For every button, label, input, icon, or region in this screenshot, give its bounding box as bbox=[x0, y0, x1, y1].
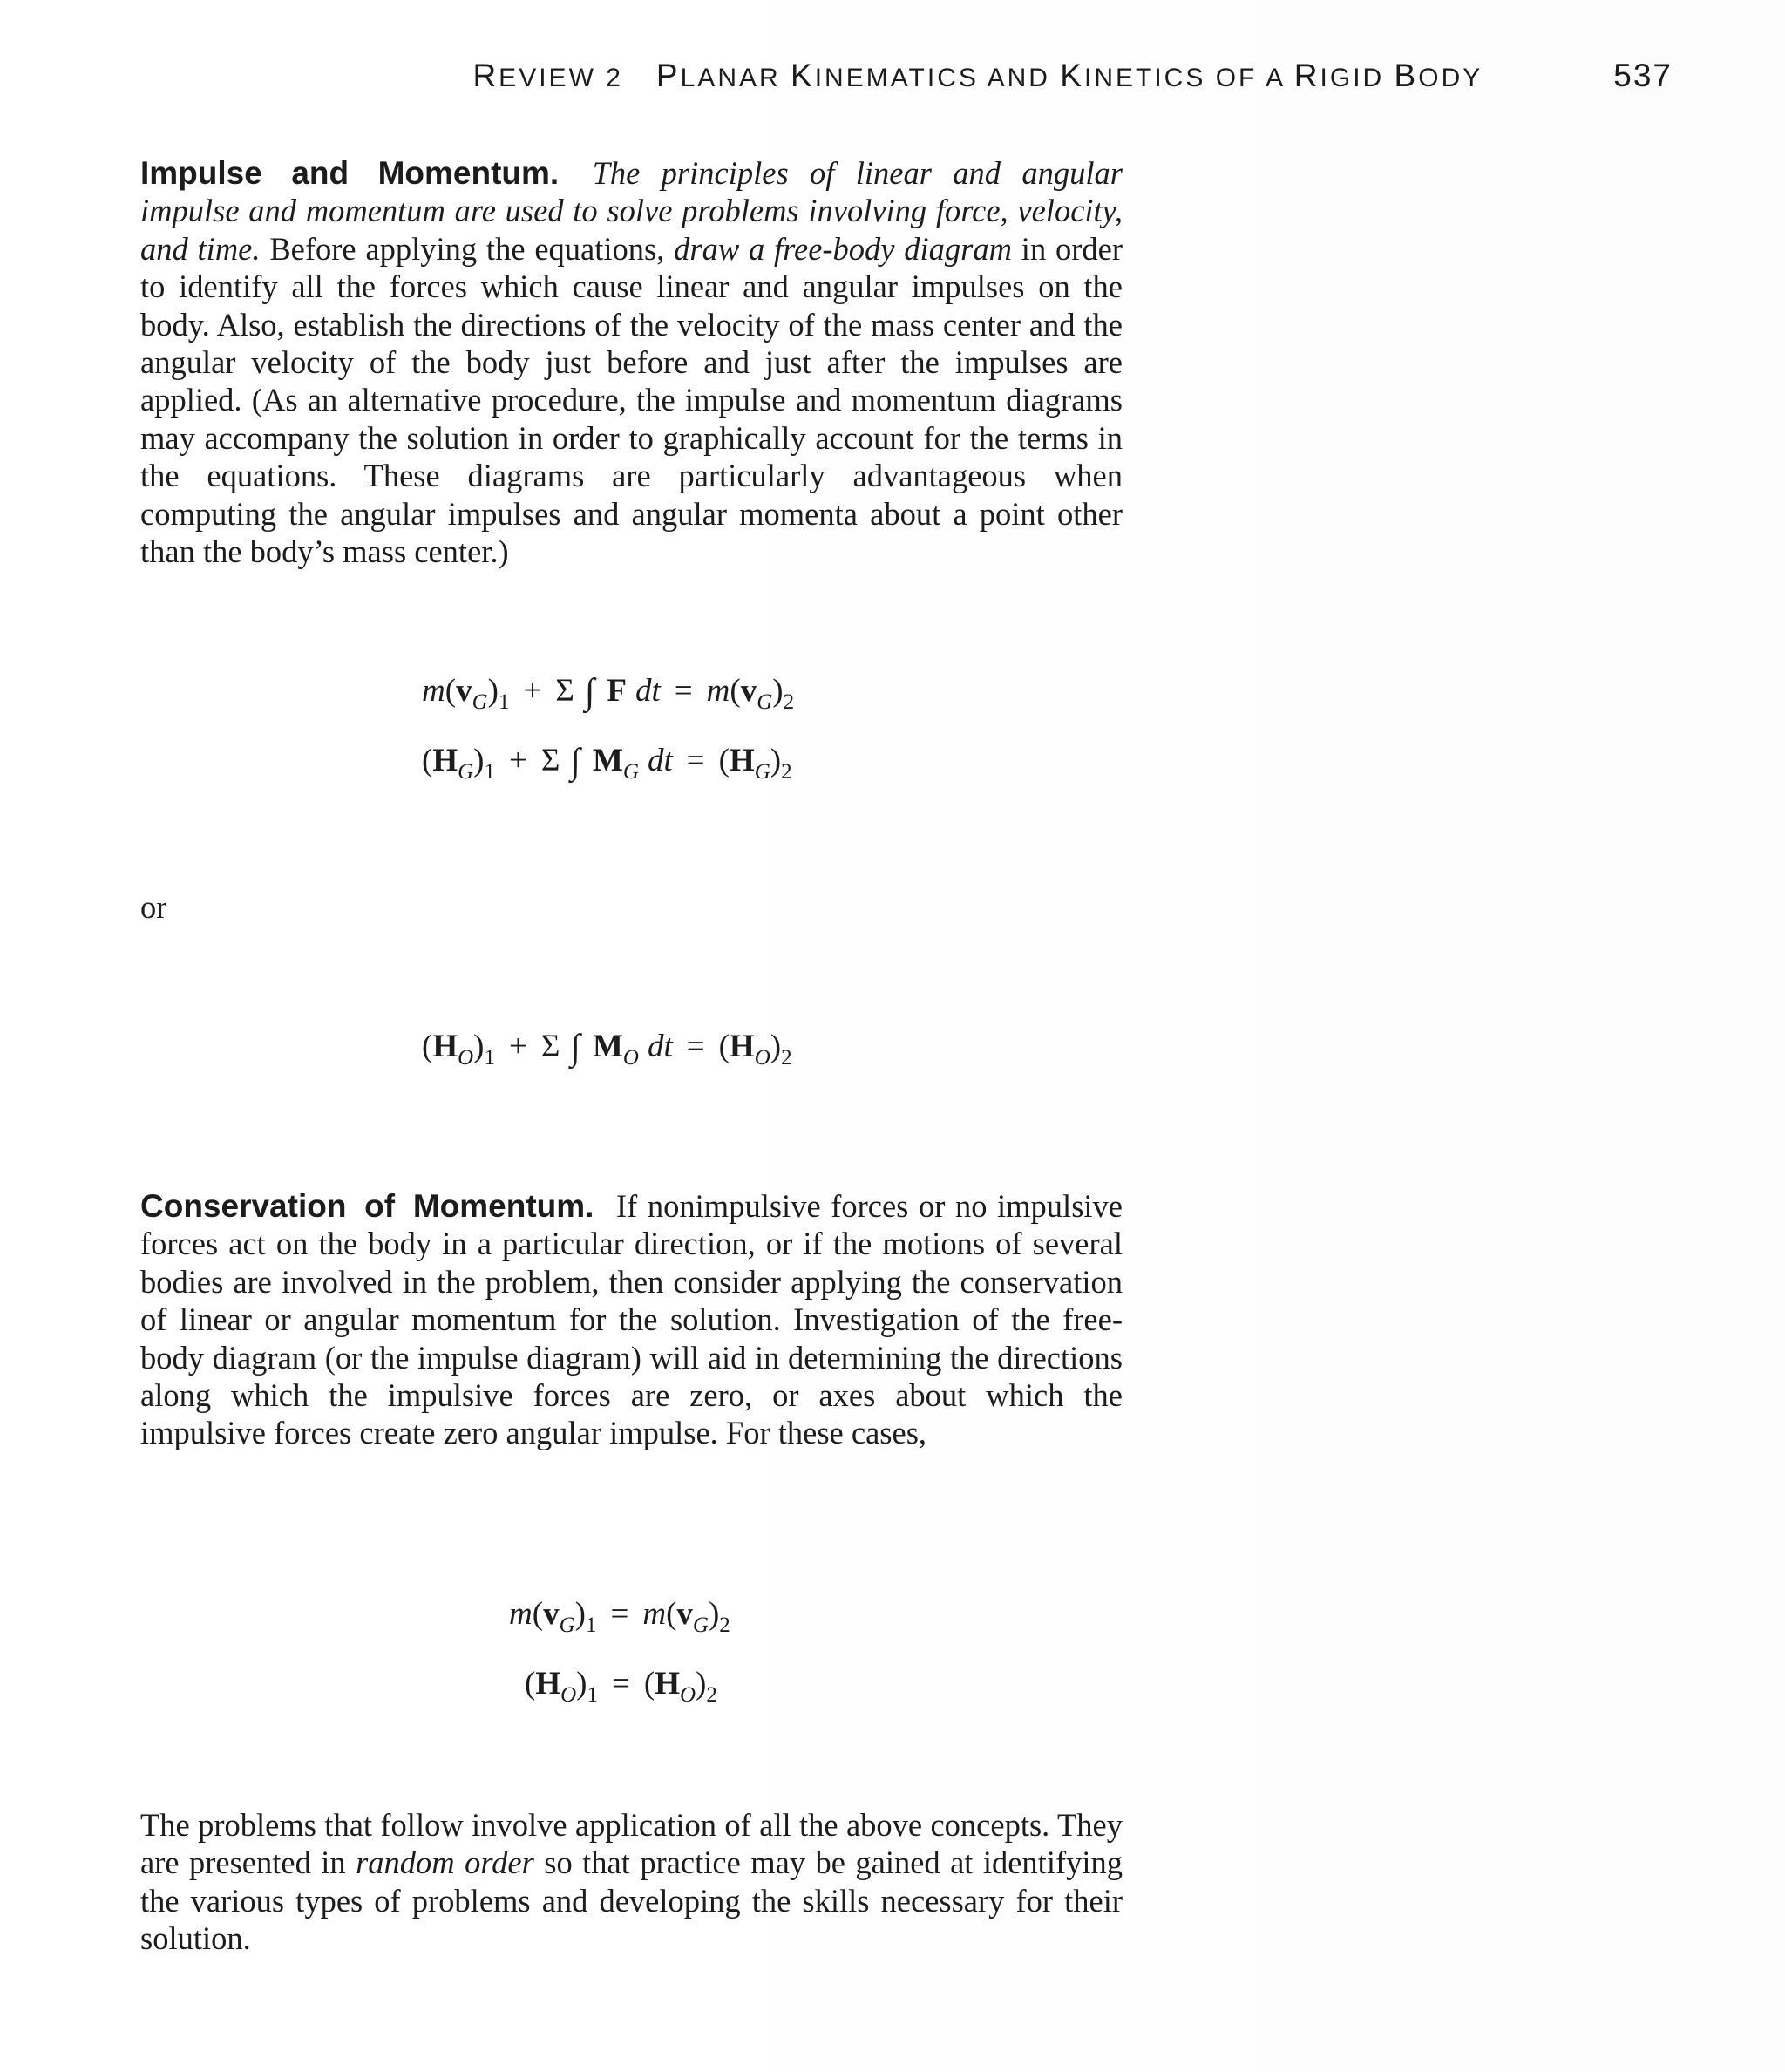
eq-subscript: O bbox=[560, 1683, 577, 1707]
eq-operator: Σ bbox=[555, 673, 574, 709]
eq-symbol: v bbox=[543, 1596, 560, 1632]
eq-operator: ∫ bbox=[570, 1028, 580, 1068]
eq-operator: + bbox=[509, 743, 527, 778]
eq-subscript: 1 bbox=[484, 1046, 495, 1070]
eq-subscript: 2 bbox=[781, 1046, 792, 1070]
closing-text-2: so that practice may be gained at identifying the various types of problems and developing the skills necessary for their solution. bbox=[140, 1844, 1123, 1957]
eq-symbol: H bbox=[432, 743, 458, 778]
eq-subscript: 2 bbox=[706, 1683, 717, 1707]
closing-text-1: The problems that follow involve application of all the above concepts. They are presented in bbox=[140, 1807, 1123, 1881]
eq-symbol: H bbox=[655, 1666, 680, 1702]
closing-paragraph bbox=[140, 1806, 1123, 1958]
eq-symbol: F bbox=[607, 673, 627, 709]
eq-subscript: G bbox=[458, 760, 474, 784]
eq-subscript: G bbox=[559, 1613, 575, 1637]
equation-angular-impulse-momentum-o bbox=[422, 1025, 792, 1070]
eq-symbol: ) bbox=[708, 1596, 720, 1632]
eq-operator: ∫ bbox=[584, 672, 595, 712]
impulse-italic-lead: The principles of linear and angular impulse and momentum are used to solve problems involving force, velocity, and time. bbox=[140, 155, 1123, 267]
eq-operator: = bbox=[610, 1596, 629, 1632]
eq-subscript: G bbox=[622, 760, 639, 784]
eq-symbol: ( bbox=[643, 1666, 655, 1702]
impulse-text-2: in order to identify all the forces which cause linear and angular impulses on the body. Also, establish the directions of the velocity of the mass center and the angular velocity of the body just before and just after the impulses are applied. (As an alternative procedure, the impulse and momentum diagrams may accompany the solution in order to graphically account for the terms in the equations. These diagrams are particularly advantageous when computing the angular impulses and angular momenta about a point other than the body’s mass center.) bbox=[140, 230, 1123, 570]
eq-symbol: H bbox=[729, 743, 755, 778]
eq-symbol: ) bbox=[574, 1596, 586, 1632]
eq-symbol: H bbox=[535, 1666, 561, 1702]
eq-symbol: v bbox=[456, 673, 472, 709]
eq-operator: + bbox=[523, 673, 542, 709]
eq-subscript: G bbox=[754, 760, 770, 784]
section-heading-impulse: Impulse and Momentum. bbox=[140, 155, 560, 191]
eq-symbol: v bbox=[740, 673, 757, 709]
eq-operator: = bbox=[686, 1029, 705, 1064]
eq-symbol: ) bbox=[696, 1666, 707, 1702]
conservation-text: If nonimpulsive forces or no impulsive forces act on the body in a particular direction, or if the motions of several bodies are involved in the problem, then consider applying the conservation of linear or angular momentum for the solution. Investigation of the free-body diagram (or the impulse diagram) will aid in determining the directions along which the impulsive forces are zero, or axes about which the impulsive forces create zero angular impulse. For these cases, bbox=[140, 1188, 1123, 1451]
eq-subscript: 2 bbox=[719, 1613, 730, 1637]
eq-subscript: 1 bbox=[587, 1683, 598, 1707]
eq-operator: Σ bbox=[540, 743, 560, 778]
eq-symbol: ) bbox=[473, 1029, 485, 1064]
eq-symbol: ) bbox=[772, 673, 784, 709]
page-number: 537 bbox=[1613, 58, 1673, 93]
eq-symbol: ) bbox=[576, 1666, 587, 1702]
eq-operator: = bbox=[686, 743, 705, 778]
eq-symbol: ( bbox=[666, 1596, 677, 1632]
conservation-momentum-paragraph bbox=[140, 1187, 1123, 1452]
equation-linear-impulse-momentum bbox=[422, 669, 794, 715]
eq-symbol: ( bbox=[718, 1029, 730, 1064]
eq-symbol: v bbox=[676, 1596, 693, 1632]
eq-symbol: ) bbox=[770, 743, 782, 778]
equation-conservation-linear bbox=[509, 1594, 730, 1638]
eq-symbol: ( bbox=[532, 1596, 544, 1632]
closing-italic: random order bbox=[356, 1844, 534, 1881]
eq-symbol: ( bbox=[422, 1029, 433, 1064]
eq-subscript: O bbox=[458, 1046, 474, 1070]
eq-symbol: dt bbox=[635, 673, 661, 709]
eq-symbol: m bbox=[422, 673, 445, 709]
eq-symbol: ) bbox=[770, 1029, 782, 1064]
eq-subscript: 2 bbox=[781, 760, 792, 784]
eq-subscript: 2 bbox=[783, 690, 795, 714]
eq-operator: = bbox=[612, 1666, 630, 1702]
equation-angular-impulse-momentum-g bbox=[422, 739, 792, 785]
eq-symbol: m bbox=[509, 1596, 533, 1632]
eq-symbol: H bbox=[729, 1029, 755, 1064]
eq-symbol: m bbox=[642, 1596, 667, 1632]
eq-operator: Σ bbox=[540, 1029, 560, 1064]
eq-symbol: M bbox=[592, 1029, 623, 1064]
connector-or: or bbox=[140, 889, 167, 925]
eq-symbol: ( bbox=[445, 673, 457, 709]
eq-subscript: G bbox=[692, 1613, 709, 1637]
eq-symbol: H bbox=[432, 1029, 458, 1064]
eq-symbol: m bbox=[706, 673, 730, 709]
impulse-text-1: Before applying the equations, bbox=[269, 230, 665, 267]
eq-symbol: ( bbox=[730, 673, 741, 709]
eq-symbol: ( bbox=[525, 1666, 536, 1702]
eq-symbol: ( bbox=[718, 743, 730, 778]
eq-symbol: ) bbox=[487, 673, 499, 709]
eq-operator: + bbox=[509, 1029, 527, 1064]
eq-subscript: G bbox=[757, 690, 773, 714]
eq-subscript: G bbox=[472, 690, 488, 714]
impulse-momentum-paragraph bbox=[140, 154, 1123, 570]
eq-symbol: dt bbox=[647, 743, 673, 778]
eq-symbol: ) bbox=[473, 743, 485, 778]
eq-symbol: dt bbox=[647, 1029, 673, 1064]
impulse-italic-fbd: draw a free-body diagram bbox=[674, 230, 1012, 267]
eq-subscript: 1 bbox=[585, 1613, 597, 1637]
equation-conservation-angular bbox=[525, 1664, 717, 1708]
eq-symbol: M bbox=[592, 743, 623, 778]
eq-subscript: O bbox=[754, 1046, 770, 1070]
eq-subscript: O bbox=[679, 1683, 696, 1707]
running-header bbox=[472, 58, 1673, 103]
section-heading-conservation: Conservation of Momentum. bbox=[140, 1188, 594, 1224]
eq-operator: = bbox=[674, 673, 693, 709]
eq-operator: ∫ bbox=[570, 742, 580, 782]
eq-subscript: O bbox=[622, 1046, 639, 1070]
eq-symbol: ( bbox=[422, 743, 433, 778]
eq-subscript: 1 bbox=[484, 760, 495, 784]
header-title: PLANAR KINEMATICS AND KINETICS OF A RIGID BODY bbox=[655, 58, 1483, 93]
header-chapter: REVIEW 2 bbox=[472, 58, 623, 93]
eq-subscript: 1 bbox=[498, 690, 510, 714]
